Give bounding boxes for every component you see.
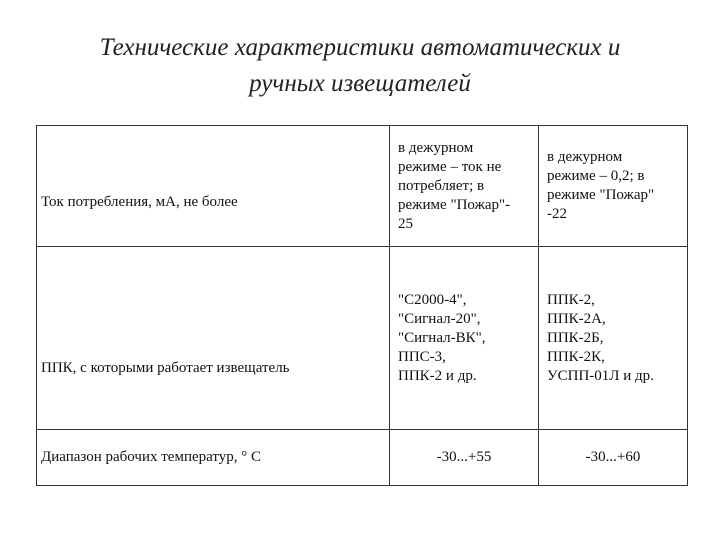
value-line: -30...+55 <box>436 449 492 465</box>
value-line: в дежурном <box>547 149 623 165</box>
row-label-cell <box>37 126 390 247</box>
title-line-2: ручных извещателей <box>249 70 471 97</box>
value-cell <box>390 430 539 486</box>
value-line: в дежурном <box>398 139 474 156</box>
value-line: ППС-3, <box>398 348 446 365</box>
value-line: УСПП-01Л и др. <box>547 367 654 384</box>
value-lines <box>547 148 687 224</box>
value-line: "Сигнал-20", <box>398 310 481 327</box>
value-cell <box>539 126 688 247</box>
value-cell <box>539 430 688 486</box>
table-row <box>37 430 688 486</box>
specifications-table <box>36 125 688 486</box>
value-line: режиме – ток не <box>398 158 502 175</box>
value-lines <box>398 139 538 234</box>
value-line: режиме "Пожар" <box>547 187 655 203</box>
value-line: 25 <box>398 215 413 232</box>
row-label-cell <box>37 430 390 486</box>
value-line: ППК-2, <box>547 291 595 308</box>
row-label-cell <box>37 247 390 430</box>
value-line: режиме – 0,2; в <box>547 168 645 184</box>
value-lines <box>398 291 538 386</box>
value-cell <box>539 247 688 430</box>
value-cell <box>390 247 539 430</box>
value-line: -30...+60 <box>585 449 641 465</box>
value-line: ППК-2 и др. <box>398 367 477 384</box>
row-label: ППК, с которыми работает извещатель <box>41 359 290 376</box>
value-line: ППК-2А, <box>547 310 606 327</box>
value-line: -22 <box>547 206 567 222</box>
value-line: режиме "Пожар"- <box>398 196 511 213</box>
table-row <box>37 126 688 247</box>
slide-title <box>40 30 680 102</box>
value-line: "С2000-4", <box>398 291 467 308</box>
value-line: ППК-2К, <box>547 348 605 365</box>
row-label: Диапазон рабочих температур, ° С <box>41 449 262 465</box>
value-line: потребляет; в <box>398 177 485 194</box>
table-row <box>37 247 688 430</box>
row-label: Ток потребления, мА, не более <box>41 193 238 210</box>
title-line-1: Технические характеристики автоматических и <box>99 34 621 61</box>
value-cell <box>390 126 539 247</box>
value-line: "Сигнал-ВК", <box>398 329 486 346</box>
value-line: ППК-2Б, <box>547 329 604 346</box>
value-lines <box>547 291 687 386</box>
